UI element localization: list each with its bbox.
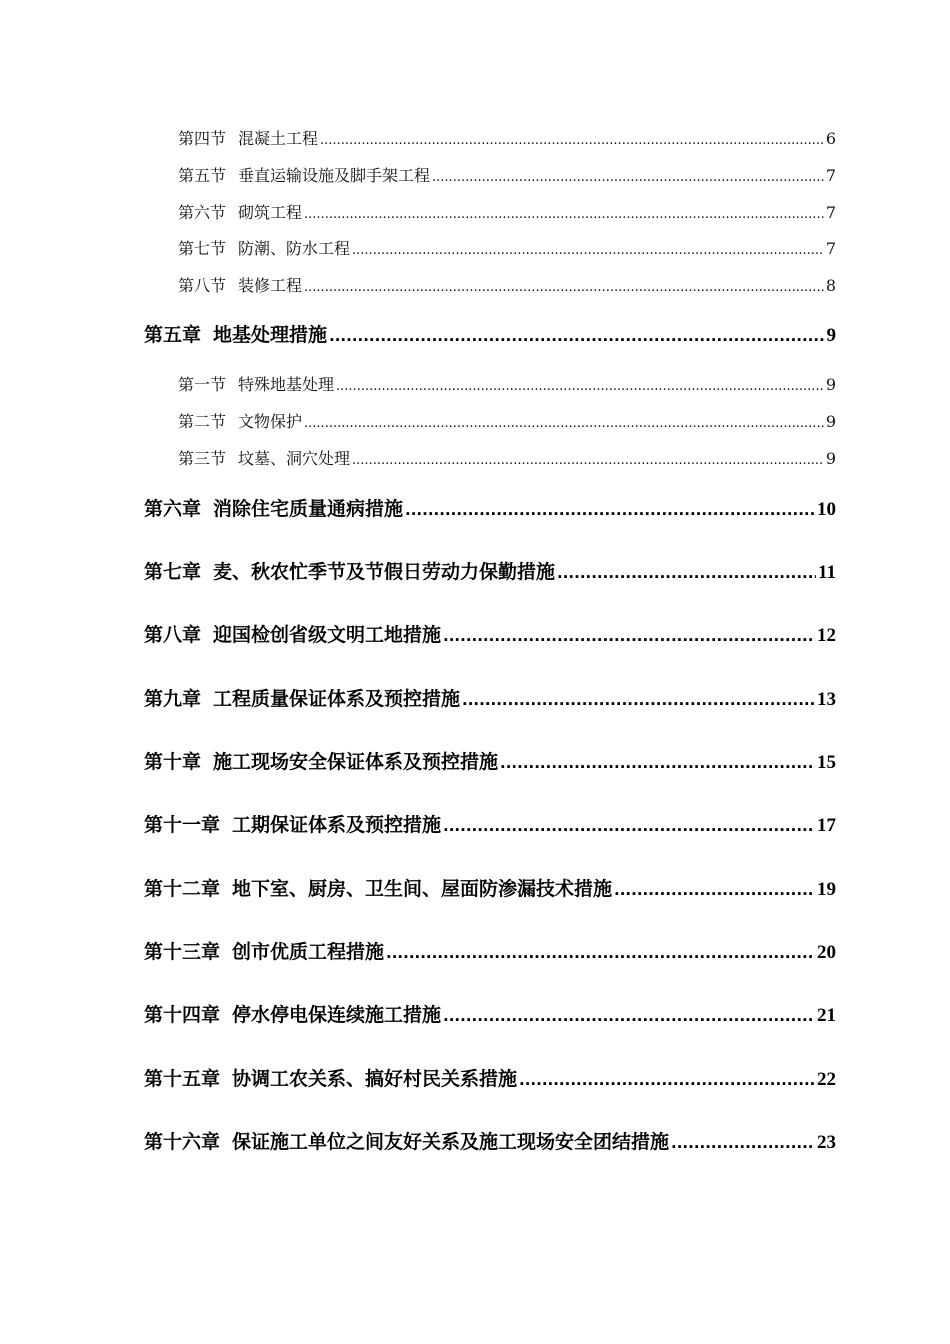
- section-title: 防潮、防水工程: [238, 239, 351, 258]
- dot-leader: [500, 751, 815, 773]
- page-number: 21: [817, 1005, 836, 1026]
- toc-entry-chapter[interactable]: [144, 1064, 836, 1091]
- dot-leader: [557, 561, 816, 583]
- section-title: 混凝土工程: [238, 129, 319, 148]
- page-number: 8: [825, 276, 836, 295]
- section-number: 第四节: [178, 129, 227, 148]
- section-number: 第五节: [178, 166, 227, 185]
- chapter-number: 第十二章: [144, 878, 221, 900]
- page-number: 7: [825, 166, 836, 185]
- page-number: 12: [817, 625, 836, 646]
- chapter-number: 第五章: [144, 324, 202, 346]
- dot-leader: [320, 129, 824, 148]
- section-number: 第三节: [178, 449, 227, 468]
- page-number: 6: [825, 129, 836, 148]
- chapter-title: 协调工农关系、搞好村民关系措施: [232, 1068, 518, 1090]
- page-number: 13: [817, 689, 836, 710]
- toc-entry-chapter[interactable]: [144, 874, 836, 901]
- chapter-number: 第十一章: [144, 814, 221, 836]
- page-number: 19: [817, 879, 836, 900]
- section-title: 文物保护: [238, 412, 303, 431]
- page-number: 15: [817, 752, 836, 773]
- toc-entry-chapter[interactable]: [144, 684, 836, 711]
- chapter-title: 工程质量保证体系及预控措施: [213, 688, 461, 710]
- dot-leader: [519, 1068, 815, 1090]
- chapter-title: 消除住宅质量通病措施: [213, 498, 404, 520]
- toc-entry-section[interactable]: [178, 446, 836, 469]
- section-number: 第二节: [178, 412, 227, 431]
- dot-leader: [443, 624, 815, 646]
- toc-entry-chapter[interactable]: [144, 937, 836, 964]
- dot-leader: [443, 814, 815, 836]
- toc-entry-chapter[interactable]: [144, 747, 836, 774]
- page-number: 7: [825, 203, 836, 222]
- toc-entry-section[interactable]: [178, 200, 836, 223]
- toc-entry-section[interactable]: [178, 163, 836, 186]
- chapter-title: 麦、秋农忙季节及节假日劳动力保勤措施: [213, 561, 556, 583]
- section-number: 第八节: [178, 276, 227, 295]
- dot-leader: [304, 203, 824, 222]
- chapter-number: 第八章: [144, 624, 202, 646]
- section-title: 砌筑工程: [238, 203, 303, 222]
- chapter-title: 工期保证体系及预控措施: [232, 814, 442, 836]
- dot-leader: [329, 324, 824, 346]
- toc-entry-section[interactable]: [178, 409, 836, 432]
- dot-leader: [304, 276, 824, 295]
- section-title: 坟墓、洞穴处理: [238, 449, 351, 468]
- chapter-number: 第十章: [144, 751, 202, 773]
- dot-leader: [614, 878, 815, 900]
- chapter-title: 地下室、厨房、卫生间、屋面防渗漏技术措施: [232, 878, 613, 900]
- toc-entry-chapter[interactable]: [144, 557, 836, 584]
- dot-leader: [304, 412, 824, 431]
- page-number: 9: [825, 449, 836, 468]
- chapter-number: 第九章: [144, 688, 202, 710]
- section-title: 装修工程: [238, 276, 303, 295]
- chapter-number: 第六章: [144, 498, 202, 520]
- chapter-title: 保证施工单位之间友好关系及施工现场安全团结措施: [232, 1131, 670, 1153]
- page-number: 10: [817, 499, 836, 520]
- page-number: 9: [826, 325, 836, 346]
- page-number: 7: [825, 239, 836, 258]
- chapter-title: 施工现场安全保证体系及预控措施: [213, 751, 499, 773]
- toc-entry-section[interactable]: [178, 273, 836, 296]
- toc-entry-chapter[interactable]: [144, 1000, 836, 1027]
- page-number: 23: [817, 1132, 836, 1153]
- dot-leader: [336, 375, 824, 394]
- page-number: 22: [817, 1069, 836, 1090]
- dot-leader: [352, 239, 824, 258]
- dot-leader: [386, 941, 815, 963]
- toc-entry-section[interactable]: [178, 126, 836, 149]
- toc-entry-chapter[interactable]: [144, 494, 836, 521]
- toc-entry-chapter[interactable]: [144, 1127, 836, 1154]
- dot-leader: [671, 1131, 815, 1153]
- section-number: 第一节: [178, 375, 227, 394]
- chapter-number: 第十三章: [144, 941, 221, 963]
- page-number: 11: [818, 562, 836, 583]
- toc-entry-section[interactable]: [178, 372, 836, 395]
- toc-entry-chapter[interactable]: [144, 620, 836, 647]
- page-number: 9: [825, 412, 836, 431]
- dot-leader: [462, 688, 815, 710]
- page-number: 20: [817, 942, 836, 963]
- chapter-number: 第十六章: [144, 1131, 221, 1153]
- page-number: 9: [825, 375, 836, 394]
- page-number: 17: [817, 815, 836, 836]
- section-number: 第六节: [178, 203, 227, 222]
- chapter-number: 第十五章: [144, 1068, 221, 1090]
- dot-leader: [352, 449, 824, 468]
- chapter-number: 第七章: [144, 561, 202, 583]
- chapter-title: 停水停电保连续施工措施: [232, 1004, 442, 1026]
- toc-entry-chapter[interactable]: [144, 810, 836, 837]
- section-number: 第七节: [178, 239, 227, 258]
- toc-entry-section[interactable]: [178, 236, 836, 259]
- chapter-title: 迎国检创省级文明工地措施: [213, 624, 442, 646]
- chapter-title: 地基处理措施: [213, 324, 328, 346]
- chapter-number: 第十四章: [144, 1004, 221, 1026]
- dot-leader: [443, 1004, 815, 1026]
- toc-entry-chapter[interactable]: [144, 320, 836, 347]
- dot-leader: [405, 498, 815, 520]
- section-title: 特殊地基处理: [238, 375, 335, 394]
- section-title: 垂直运输设施及脚手架工程: [238, 166, 431, 185]
- chapter-title: 创市优质工程措施: [232, 941, 385, 963]
- dot-leader: [432, 166, 824, 185]
